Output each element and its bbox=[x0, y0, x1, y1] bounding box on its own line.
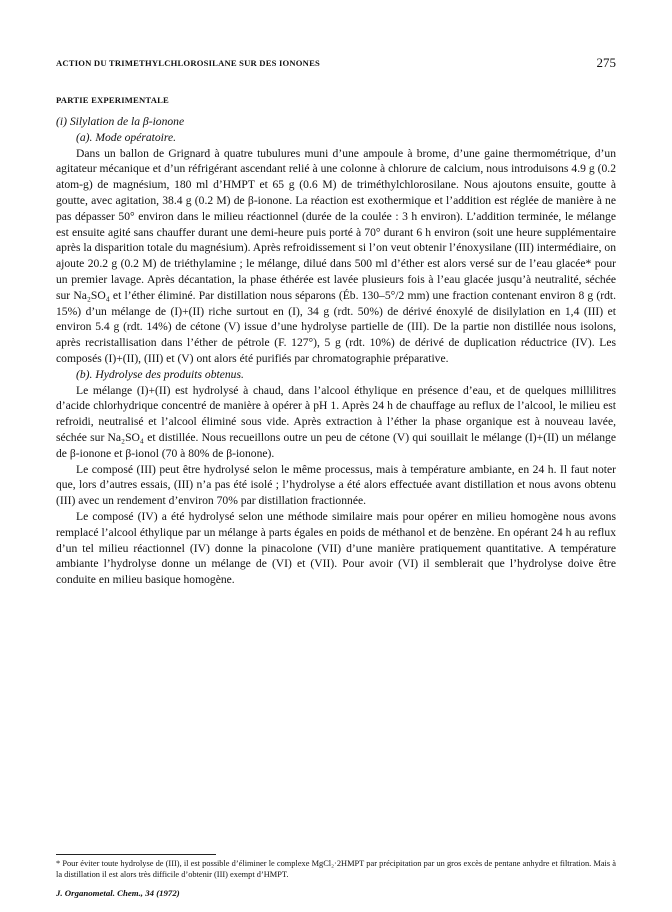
paragraph: Dans un ballon de Grignard à quatre tubulures muni d’une ampoule à brome, d’une gaine thermométrique, d’un agitateur mécanique et d’un réfrigérant ascendant relié à une colonne à chlorure de calcium, nous introduisons 4.9 g (0.2 atom-g) de magnésium, 180 ml d’HMPT et 65 g (0.6 M) de triméthylchlorosilane. Nous ajoutons ensuite, goutte à goutte, avec agitation, 38.4 g (0.2 M) de β-ionone. La réaction est exothermique et l’addition est réglée de manière à ne pas dépasser 50° environ dans le milieu réactionnel (durée de la coulée : 3 h environ). L’addition terminée, le mélange est ensuite agité sans chauffer durant une demi-heure puis porté à 70° durant 6 h environ (soit une heure supplémentaire après la disparition totale du magnésium). Après refroidissement si l’on veut obtenir l’énoxysilane (III) intermédiaire, on ajoute 20.2 g (0.2 M) de triéthylamine ; le mélange, dilué dans 500 ml d’éther est alors versé sur de l’eau glacée* pour un premier lavage. Après décantation, la phase éthérée est lavée plusieurs fois à l’eau glacée jusqu’à neutralité, séchée sur Na₂SO₄ et l’éther éliminé. Par distillation nous séparons (Éb. 130–5°/2 mm) une fraction contenant environ 8 g (rdt. 15%) d’un mélange de (I)+(II) riche surtout en (I), 34 g (rdt. 50%) de dérivé énoxylé de disilylation en 1,4 (III) et environ 5.4 g (rdt. 14%) de cétone (V) issue d’une hydrolyse partielle de (III). De la partie non distillée nous isolons, après recristallisation dans l’éther de pétrole (F. 127°), 5 g (rdt. 10%) de dérivé de duplication réductrice (IV). Les composés (I)+(II), (III) et (V) ont alors été purifiés par chromatographie préparative. bbox=[56, 146, 616, 365]
paragraph: Le composé (IV) a été hydrolysé selon une méthode similaire mais pour opérer en milieu homogène nous avons remplacé l’alcool éthylique par un mélange à parts égales en poids de méthanol et de benzène. En opérant 24 h au reflux d’un tel milieu réactionnel (IV) donne la pinacolone (VII) d’une manière pratiquement quantitative. A température ambiante l’hydrolyse donne un mélange de (VI) et (VII). Pour avoir (VI) il semblerait que l’hydrolyse doive être conduite en milieu basique homogène. bbox=[56, 509, 616, 587]
subsection-heading-i: (i) Silylation de la β-ionone bbox=[56, 115, 185, 128]
footnote: * Pour éviter toute hydrolyse de (III), il est possible d’éliminer le complexe MgCl₂·2HMPT par précipitation par un gros excès de pentane anhydre et filtration. Mais à la distillation il est alors très difficile d’obtenir (III) exempt d’HMPT. bbox=[56, 859, 616, 880]
section-heading: PARTIE EXPERIMENTALE bbox=[56, 95, 169, 105]
subsection-heading-a: (a). Mode opératoire. bbox=[76, 130, 177, 144]
paragraph: Le composé (III) peut être hydrolysé selon le même processus, mais à température ambiante, en 24 h. Il faut noter que, lors d’autres essais, (III) n’a pas été isolé ; l’hydrolyse a été alors effectuée avant distillation et nous avons obtenu (III) avec un rendement d’environ 70% par distillation fractionnée. bbox=[56, 462, 616, 508]
footnote-divider bbox=[56, 854, 216, 855]
paragraph: Le mélange (I)+(II) est hydrolysé à chaud, dans l’alcool éthylique en présence d’eau, et de quelques millilitres d’acide chlorhydrique concentré de manière à opérer à pH 1. Après 24 h de chauffage au reflux de l’alcool, le milieu est refroidi, neutralisé et l’alcool éliminé sous vide. Après extraction à l’éther la phase organique est à nouveau lavée, séchée sur Na₂SO₄ et distillée. Nous recueillons outre un peu de cétone (V) qui souillait le mélange (I)+(II) un mélange de β-ionone et β-ionol (70 à 80% de β-ionone). bbox=[56, 383, 616, 460]
subsection-heading-b: (b). Hydrolyse des produits obtenus. bbox=[76, 367, 244, 381]
running-title: ACTION DU TRIMETHYLCHLOROSILANE SUR DES IONONES bbox=[56, 58, 321, 68]
journal-citation: J. Organometal. Chem., 34 (1972) bbox=[56, 888, 180, 898]
page-number: 275 bbox=[596, 55, 616, 70]
body-text bbox=[56, 114, 616, 588]
page-header bbox=[56, 55, 616, 74]
